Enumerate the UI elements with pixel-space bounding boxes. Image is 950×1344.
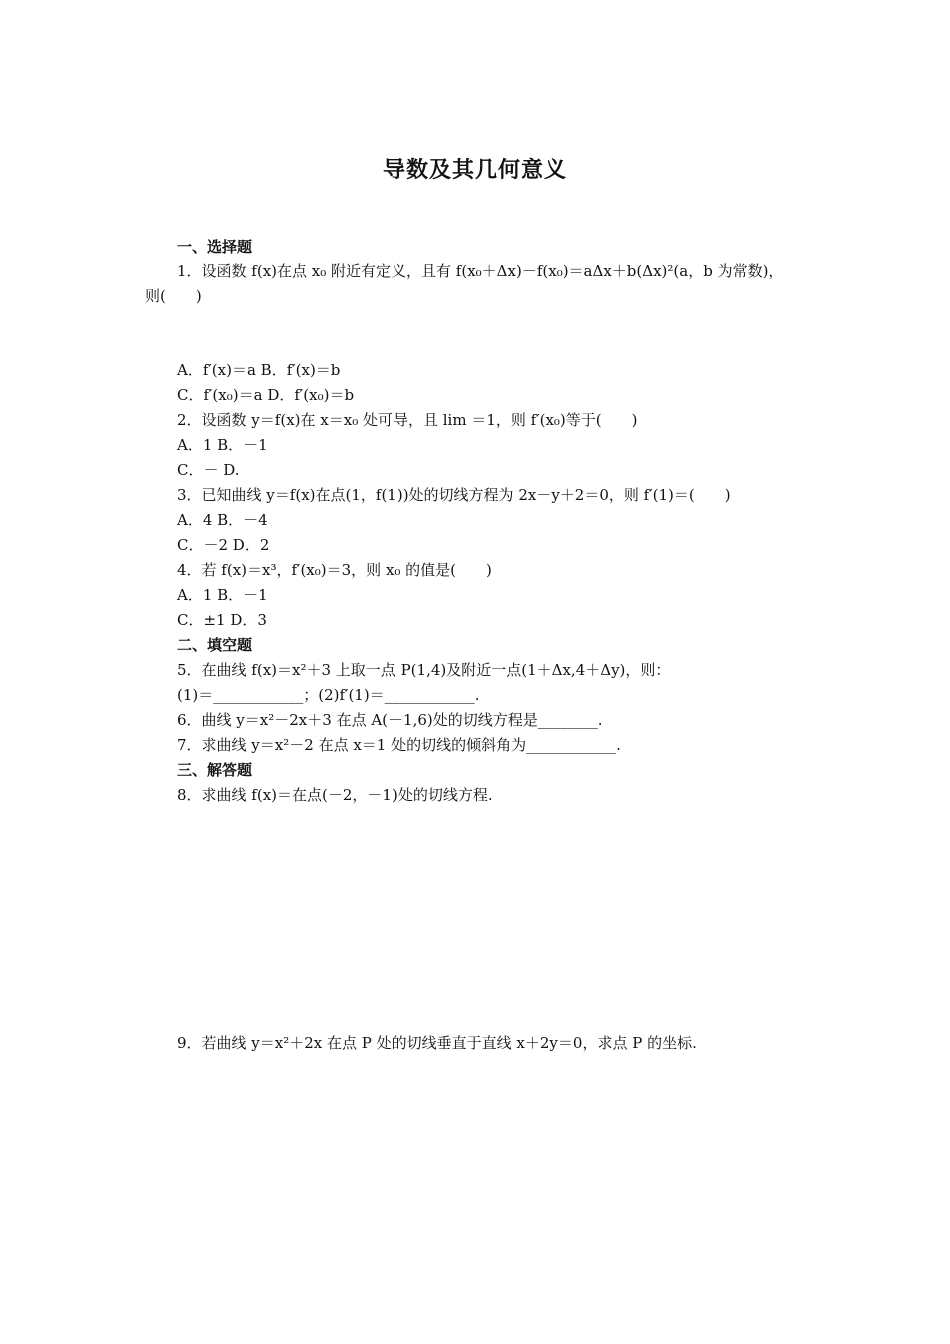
question-5-blanks: (1)＝____________；(2)f′(1)＝____________.: [177, 686, 480, 704]
section-heading-solve: 三、解答题: [177, 761, 253, 779]
question-1: 1．设函数 f(x)在点 x₀ 附近有定义，且有 f(x₀＋Δx)－f(x₀)＝aΔx＋b(Δx)²(a，b 为常数)，: [177, 262, 784, 280]
question-8: 8．求曲线 f(x)＝在点(－2，－1)处的切线方程.: [177, 786, 493, 804]
question-2: 2．设函数 y＝f(x)在 x＝x₀ 处可导，且 lim ＝1，则 f′(x₀)等于( ): [177, 411, 638, 429]
question-1-continuation: 则( ): [145, 287, 202, 305]
question-9: 9．若曲线 y＝x²＋2x 在点 P 处的切线垂直于直线 x＋2y＝0，求点 P 的坐标.: [177, 1034, 697, 1052]
question-2-options-cd: C．－ D.: [177, 461, 240, 479]
question-5: 5．在曲线 f(x)＝x²＋3 上取一点 P(1,4)及附近一点(1＋Δx,4＋Δy)，则：: [177, 661, 671, 679]
question-3-options-ab: A．4 B．－4: [177, 511, 268, 529]
section-heading-fill-in: 二、填空题: [177, 636, 253, 654]
question-7: 7．求曲线 y＝x²－2 在点 x＝1 处的切线的倾斜角为____________.: [177, 736, 621, 754]
question-4-options-ab: A．1 B．－1: [177, 586, 268, 604]
question-4-options-cd: C．±1 D．3: [177, 611, 267, 629]
page-title: 导数及其几何意义: [382, 158, 567, 183]
question-6: 6．曲线 y＝x²－2x＋3 在点 A(－1,6)处的切线方程是________.: [177, 711, 603, 729]
question-3: 3．已知曲线 y＝f(x)在点(1，f(1))处的切线方程为 2x－y＋2＝0，则 f′(1)＝( ): [177, 486, 731, 504]
question-4: 4．若 f(x)＝x³，f′(x₀)＝3，则 x₀ 的值是( ): [177, 561, 492, 579]
question-2-options-ab: A．1 B．－1: [177, 436, 268, 454]
question-1-options-cd: C．f′(x₀)＝a D．f′(x₀)＝b: [177, 386, 355, 404]
question-1-options-ab: A．f′(x)＝a B．f′(x)＝b: [177, 361, 341, 379]
section-heading-choice: 一、选择题: [177, 238, 253, 256]
question-3-options-cd: C．－2 D．2: [177, 536, 270, 554]
